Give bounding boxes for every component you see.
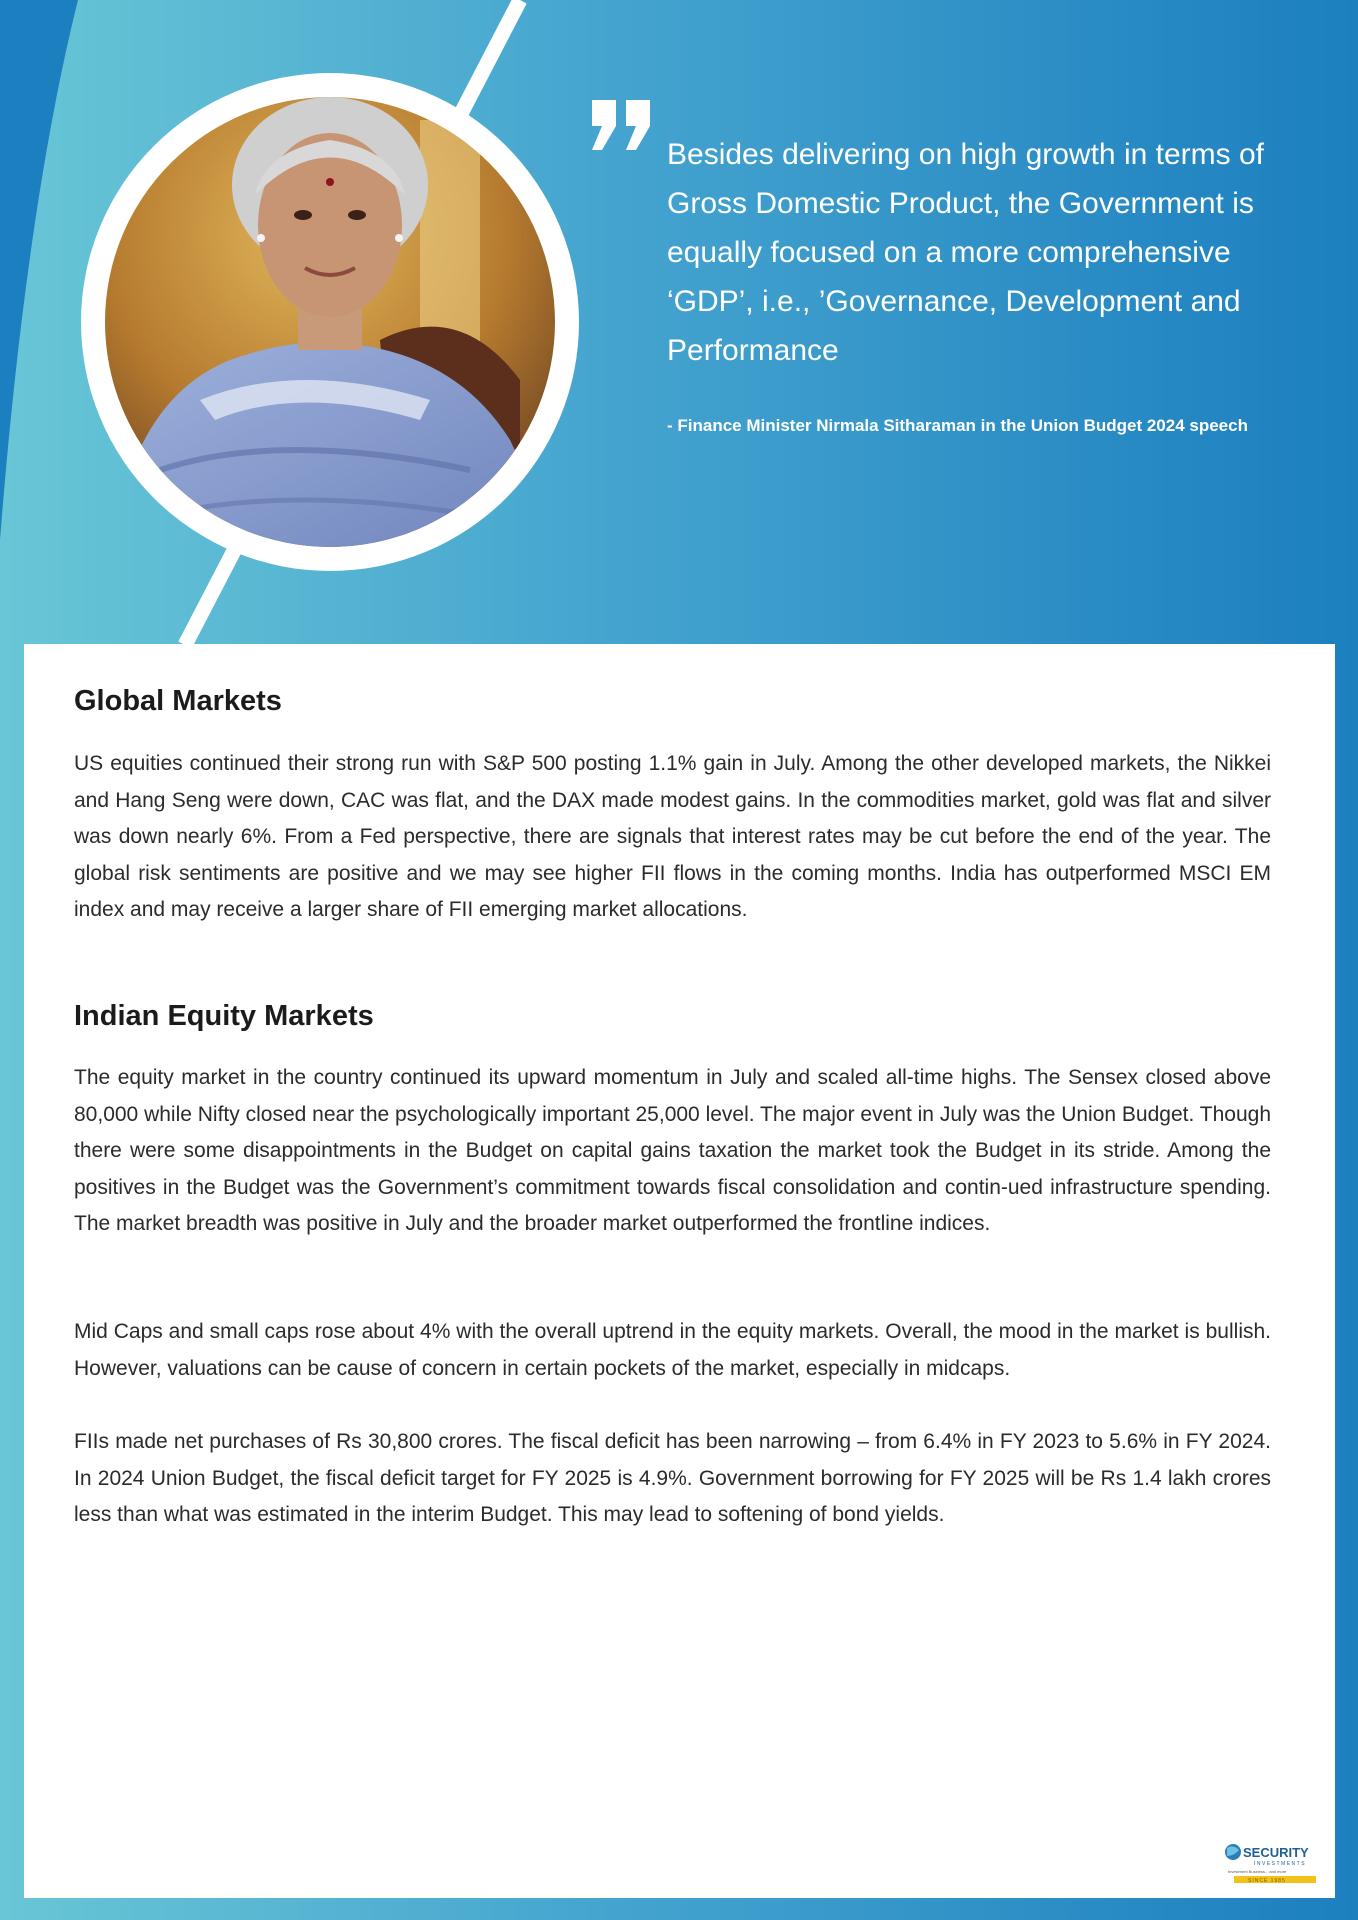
quote-mark-icon — [592, 100, 654, 150]
indian-equity-paragraph-3: FIIs made net purchases of Rs 30,800 crores. The fiscal deficit has been narrowing – from 6.4% in FY 2023 to 5.6% in FY 2024. In 2024 Union Budget, the fiscal deficit target for FY 2025 is 4.9%. Government borrowing for FY 2025 will be Rs 1.4 lakh crores less than what was estimated in the interim Budget. This may lead to softening of bond yields. — [74, 1430, 1271, 1526]
indian-equity-paragraph-1: The equity market in the country continued its upward momentum in July and scaled all-time highs. The Sensex closed above 80,000 while Nifty closed near the psychologically important 25,000 level. The major event in July was the Union Budget. Though there were some disappointments in the Budget on capital gains taxation the market took the Budget in its stride. Among the positives in the Budget was the Government’s commitment towards fiscal consolidation and contin-ued infrastructure spending. The market breadth was positive in July and the broader market outperformed the frontline indices. — [74, 1066, 1271, 1235]
quote-text: Besides delivering on high growth in terms of Gross Domestic Product, the Government is equally focused on a more comprehensive ‘GDP’, i.e., ’Governance, Development and Performance — [667, 138, 1264, 367]
corner-wave — [0, 0, 78, 540]
hero-header — [0, 0, 1358, 645]
logo-since: SINCE 1985 — [1248, 1878, 1286, 1884]
indian-equity-paragraph-2: Mid Caps and small caps rose about 4% with the overall uptrend in the equity markets. Overall, the mood in the market is bullish. However, valuations can be cause of concern in certain pockets of the market, especially in midcaps. — [74, 1320, 1271, 1380]
security-investments-logo — [1224, 1838, 1319, 1884]
logo-name: SECURITY — [1243, 1845, 1309, 1860]
logo-tagline: Investment Business... and more — [1228, 1869, 1287, 1874]
section-title-indian-equity: Indian Equity Markets — [74, 1000, 374, 1032]
global-markets-paragraph: US equities continued their strong run with S&P 500 posting 1.1% gain in July. Among the other developed markets, the Nikkei and Hang Seng were down, CAC was flat, and the DAX made modest gains. In the commodities market, gold was flat and silver was down nearly 6%. From a Fed perspective, there are signals that interest rates may be cut before the end of the year. The global risk sentiments are positive and we may see higher FII flows in the coming months. India has outperformed MSCI EM index and may receive a larger share of FII emerging market allocations. — [74, 752, 1271, 921]
quote-attribution: - Finance Minister Nirmala Sitharaman in the Union Budget 2024 speech — [667, 416, 1248, 435]
section-title-global-markets: Global Markets — [74, 685, 282, 717]
content-card — [24, 644, 1335, 1898]
logo-sub: INVESTMENTS — [1254, 1861, 1307, 1867]
